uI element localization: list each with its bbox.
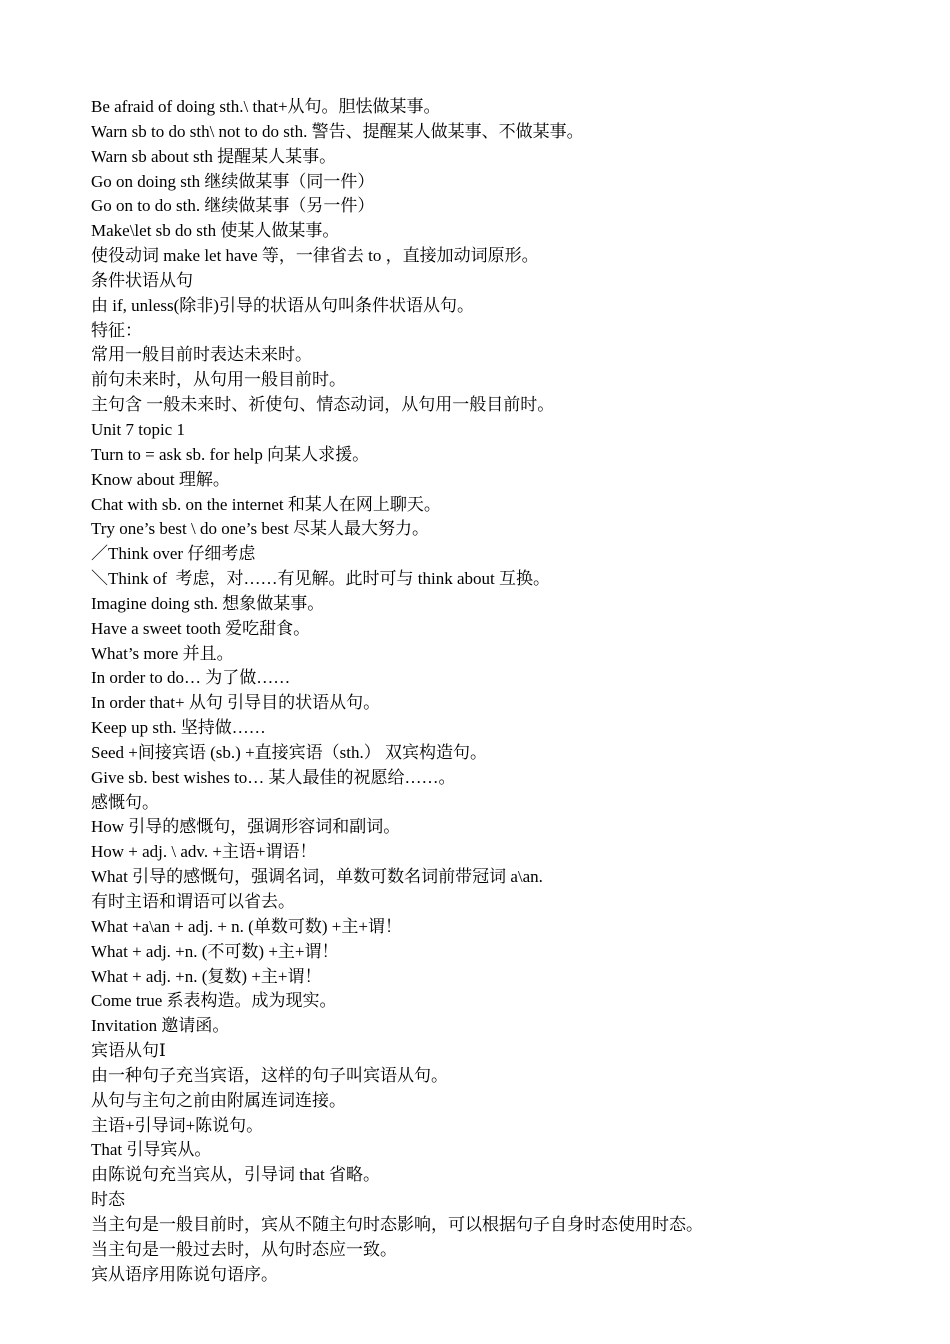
text-line: 宾从语序用陈说句语序。 <box>91 1264 278 1284</box>
text-line: 使役动词 make let have 等，一律省去 to ，直接加动词原形。 <box>91 246 539 266</box>
section-heading: Unit 7 topic 1 <box>91 419 185 439</box>
text-line: Have a sweet tooth 爱吃甜食。 <box>91 618 311 638</box>
text-line: Warn sb about sth 提醒某人某事。 <box>91 146 337 166</box>
text-line: Keep up sth. 坚持做…… <box>91 718 266 738</box>
text-line: Know about 理解。 <box>91 469 230 489</box>
text-line: 主句含 一般未来时、祈使句、情态动词，从句用一般目前时。 <box>91 395 555 415</box>
text-line: 由陈说句充当宾从，引导词 that 省略。 <box>91 1165 380 1185</box>
text-line: 特征： <box>91 320 142 340</box>
document-body <box>91 95 911 1288</box>
text-line: Try one’s best \ do one’s best 尽某人最大努力。 <box>91 519 429 539</box>
text-line: What’s more 并且。 <box>91 643 234 663</box>
text-line: Invitation 邀请函。 <box>91 1016 230 1036</box>
text-line: Be afraid of doing sth.\ that+从句。胆怯做某事。 <box>91 97 441 116</box>
text-line: In order that+ 从句 引导目的状语从句。 <box>91 693 381 713</box>
text-line: That 引导宾从。 <box>91 1140 212 1160</box>
section-heading: 宾语从句Ⅰ <box>91 1041 166 1061</box>
section-heading: 条件状语从句 <box>91 270 193 290</box>
text-line: How 引导的感慨句，强调形容词和副词。 <box>91 817 401 837</box>
text-line: Turn to = ask sb. for help 向某人求援。 <box>91 444 370 464</box>
text-line: What + adj. +n. (不可数) +主+谓！ <box>91 941 339 961</box>
text-line: 当主句是一般过去时，从句时态应一致。 <box>91 1239 397 1259</box>
text-line: 前句未来时，从句用一般目前时。 <box>91 370 346 390</box>
text-line: How + adj. \ adv. +主语+谓语！ <box>91 842 317 862</box>
text-line: Chat with sb. on the internet 和某人在网上聊天。 <box>91 494 441 514</box>
text-line: What + adj. +n. (复数) +主+谓！ <box>91 966 322 986</box>
text-line: Warn sb to do sth\ not to do sth. 警告、提醒某人做某事、不做某事。 <box>91 121 584 141</box>
text-line: What 引导的感慨句，强调名词，单数可数名词前带冠词 a\an. <box>91 867 543 887</box>
text-line: 当主句是一般目前时，宾从不随主句时态影响，可以根据句子自身时态使用时态。 <box>91 1214 703 1234</box>
text-line: Imagine doing sth. 想象做某事。 <box>91 593 325 613</box>
text-line: 从句与主句之前由附属连词连接。 <box>91 1090 346 1110</box>
text-line: Come true 系表构造。成为现实。 <box>91 991 337 1011</box>
text-line: Go on to do sth. 继续做某事（另一件） <box>91 196 375 216</box>
text-line: 常用一般目前时表达未来时。 <box>91 345 312 365</box>
text-line: 由一种句子充当宾语，这样的句子叫宾语从句。 <box>91 1065 448 1085</box>
section-heading: 时态 <box>91 1190 125 1210</box>
text-line: Go on doing sth 继续做某事（同一件） <box>91 171 375 191</box>
text-line: Seed +间接宾语 (sb.) +直接宾语（sth.） 双宾构造句。 <box>91 742 487 762</box>
text-line: 有时主语和谓语可以省去。 <box>91 892 295 911</box>
text-line: ／Think over 仔细考虑 <box>91 544 256 564</box>
text-line: 主语+引导词+陈说句。 <box>91 1115 264 1135</box>
text-line: In order to do… 为了做…… <box>91 668 291 688</box>
section-heading: 感慨句。 <box>91 792 159 812</box>
text-line: What +a\an + adj. + n. (单数可数) +主+谓！ <box>91 916 402 936</box>
text-line: Give sb. best wishes to… 某人最佳的祝愿给……。 <box>91 767 456 787</box>
text-line: ＼Think of 考虑，对……有见解。此时可与 think about 互换。 <box>91 569 550 589</box>
text-line: Make\let sb do sth 使某人做某事。 <box>91 221 340 241</box>
text-line: 由 if, unless(除非)引导的状语从句叫条件状语从句。 <box>91 295 474 315</box>
